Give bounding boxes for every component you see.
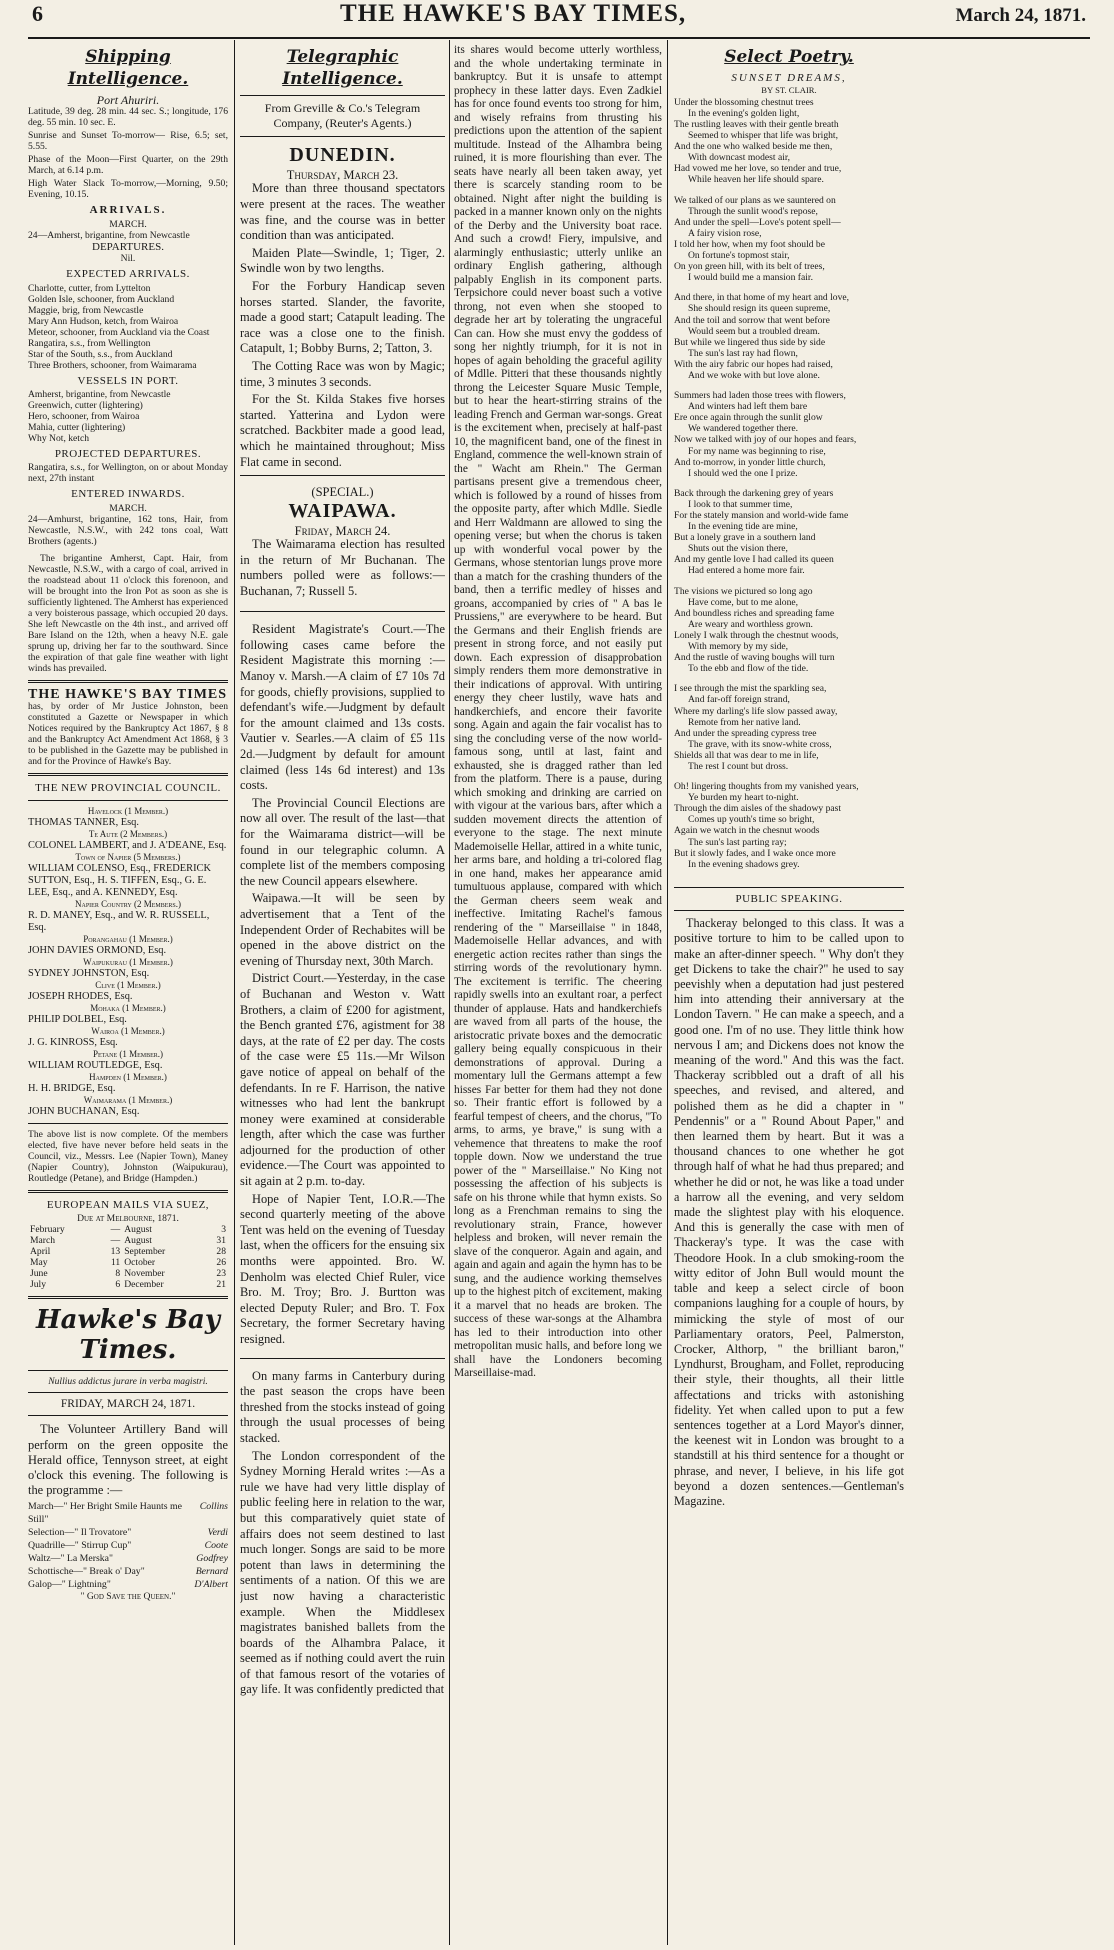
programme-composer: D'Albert xyxy=(194,1579,228,1591)
poem-line: On fortune's topmost stair, xyxy=(688,250,790,262)
vessels-heading: VESSELS IN PORT. xyxy=(77,374,179,387)
alhambra-article: its shares would become utterly worthless, and the whole undertaking terminate in bankruptcy. But it is unsafe to attempt prophecy in these latter days. Even Zadkiel has for once found events too strong for him, and wisely refrains from thrusting his predictions upon the attention of the sapient multitude. Instead of the Alhambra being ruined, it is more flourishing than ever. The seats have nearly all been taken away, yet there is scarcely standing room to be obtained. Night after night the building is packed in a manner known only on the nights of the Derby and the University boat race. And such a crowd! Fiery, impulsive, and alarmingly enthusiastic; utterly unlike an ordinary English gathering, although palpably English in its component parts. Terpsichore could never boast such a votive throng, not even when she stooped to degrade her art by tolerating the ungraceful Can can. How she must envy the goddess of song her nightly triumph, for it is not in hopes of again beholding the graceful agility of Mdlle. Pitteri that these thousands nightly throng the Leicester Square Music Temple, but to hear the heart-stirring strains of the leading French and German war-songs. Great is the excitement when, precisely at half-past 10, the magnificent band, one of the finest in England, commence the well-known strain of the " Wacht am Rhein." The German partisans present give a tremendous cheer, which is followed by a round of hisses from the opposite party, after which Mdlle. Siedle and Herr Waldmann are allowed to sing the opening verse; but when the chorus is taken up with wonderful vocal power by the Germans, whose stentorian lungs prove more than a match for the crashing thunders of the band, then a terrific medley of hisses and groans, accompanied by cries of " A bas le Prussiens," are everywhere to be heard. But the Germans and their English friends are present in strong force, and not easily put down. Each expression of disapprobation simply renders them more demonstrative in their indications of approval. With untiring energy they cheer lustily, wave hats and handkerchiefs, and encore their favorite song. Again and again the fair vocalist has to sing the concluding verse of the now world-famous song, until at last, faint and exhausted, she is dragged rather than led from the platform. There is a pause, during which smoking and drinking are carried on with vigour at the various bars, after which a sudden movement directs the attention of everyone to the stage. The next minute Mademoiselle Hellar, attired in a white tunic, her arms bare, and holding a tri-colored flag in one hand, makes her appearance amid tumultuous applause, compared with which the German cheers seem weak and ineffective. Imitating Rachel's famous rendering of the " Marseillaise " in 1848, Mademoiselle Hellar advances, and with energetic action recites rather than sings the stirring words of the revolutionary hymn. The excitement is terrific. The cheering rapidly swells into an exultant roar, a perfect thunder of applause. Hats and handkerchiefs are waved from all parts of the house, the aristocratic private boxes and the democratic gallery being equally conspicuous in their demonstrations of approval. During a momentary lull the Germans attempt a few hisses Far better for them had they not done so. Their frantic effort is followed by a fearful tempest of cheers, and the chorus, "To arms, to arms, ye brave," is sung with a vehemence that threatens to make the roof topple down. Now we understand the true power of the " Marseillaise." No King not possessing the affection of his subjects is safe on his throne while that hymn exists. So long as a Frenchman remains to sing the revolutionary strain, France, however helpless and broken, will never remain the slave of the conqueror. Again and again, and again and again and again the hymn has to be sung, and the audience working themselves up to the highest pitch of excitement, making it a marvel that no heads are broken. The success of these war-songs at the Alhambra has led to their introduction into other metropolitan music halls, and before long we shall have the Londoners becoming Marseillaise-mad. xyxy=(454,44,662,1379)
waipawa-heading: WAIPAWA. xyxy=(288,499,397,522)
dunedin-paragraph: For the Forbury Handicap seven horses started. Slander, the favorite, made a good start; Catapult leading. The race was a close one to the finish. Catapult, 1; Bobby Burns, 2; Tatton, 3. xyxy=(240,278,445,356)
poem-line: Through the sunlit wood's repose, xyxy=(688,205,818,217)
council-members: J. G. KINROSS, Esq. xyxy=(28,1036,118,1048)
dunedin-paragraph: For the St. Kilda Stakes five horses started. Yatterina and Lydon were scratched. Backbiter made a good lead, which he maintained throughout; Miss Flat came in second. xyxy=(240,392,445,469)
moon-phase: Phase of the Moon—First Quarter, on the 29th March, at 6.14 p.m. xyxy=(28,154,228,177)
council-members: JOHN BUCHANAN, Esq. xyxy=(28,1105,140,1117)
entered-text: 24—Amhurst, brigantine, 162 tons, Hair, from Newcastle, N.S.W., with 242 tons coal, Watt Brothers (agents.) xyxy=(28,513,228,547)
table-row xyxy=(28,1235,228,1246)
poem-line: We talked of our plans as we sauntered on xyxy=(674,194,836,206)
list-item: Amherst, brigantine, from Newcastle xyxy=(28,389,171,401)
poem-line: The rustling leaves with their gentle breath xyxy=(674,119,839,130)
band-paragraph: The Volunteer Artillery Band will perform on the green opposite the Herald office, Tennyson street, at eight o'clock this evening. The following is the programme :— xyxy=(28,1422,228,1498)
poem-line: The sun's last ray had flown, xyxy=(688,347,798,359)
programme-item xyxy=(28,1539,228,1552)
council-district: Clive (1 Member.) xyxy=(95,979,161,990)
poem-line: For the stately mansion and world-wide fame xyxy=(674,510,849,521)
column-3 xyxy=(454,44,662,1944)
speaking-heading: PUBLIC SPEAKING. xyxy=(735,892,843,905)
poem-line: Where my darling's life slow passed away, xyxy=(674,705,838,717)
list-item: Charlotte, cutter, from Lyttelton xyxy=(28,282,151,294)
list-item: Maggie, brig, from Newcastle xyxy=(28,304,144,316)
poem-line: Had vowed me her love, so tender and true, xyxy=(674,163,842,175)
divider xyxy=(28,1123,228,1124)
programme-item xyxy=(28,1552,228,1565)
canterbury-farms: On many farms in Canterbury during the past season the crops have been threshed from the stocks instead of going through the usual processes of being stacked. xyxy=(240,1368,445,1445)
newspaper-title: THE HAWKE'S BAY TIMES, xyxy=(340,0,687,27)
council-district: Wairoa (1 Member.) xyxy=(91,1025,165,1036)
list-item: Nil. xyxy=(120,253,136,265)
divider xyxy=(28,773,228,776)
expected-heading: EXPECTED ARRIVALS. xyxy=(66,268,190,281)
mail-day: 11 xyxy=(110,1257,121,1269)
table-row xyxy=(28,1279,228,1290)
dunedin-paragraph: More than three thousand spectators were present at the races. The weather was fine, and the course was in better condition than was anticipated. xyxy=(240,181,445,243)
poem-title: SUNSET DREAMS, xyxy=(731,72,847,84)
mail-month: August xyxy=(124,1224,152,1236)
divider xyxy=(240,136,445,137)
council-district: Te Aute (2 Members.) xyxy=(88,828,168,839)
latlon: Latitude, 39 deg. 28 min. 44 sec. S.; longitude, 176 deg. 55 min. 10 sec. E. xyxy=(28,106,228,129)
poem-line: We wandered together there. xyxy=(688,423,799,435)
mail-month: July xyxy=(30,1279,46,1291)
local-paragraph: District Court.—Yesterday, in the case of Buchanan and Weston v. Watt Brothers, a claim of £200 for agistment, the Bench granted £76, agistment for 38 days, at the rate of £2 per day. The costs of the case were £5 11s.—Mr Wilson gave notice of appeal on behalf of the defendants. In re F. Harrison, the native witnesses who had lent the bankrupt money were examined at considerable length, after which the case was further adjourned for the production of other evidence.—The Court was appointed to sit again at 2 p.m. to-day. xyxy=(240,971,445,1189)
mail-month: May xyxy=(30,1257,48,1269)
poem-line: And the rustle of waving boughs will turn xyxy=(674,652,835,664)
council-members: R. D. MANEY, Esq., and W. R. RUSSELL, Esq. xyxy=(28,909,210,933)
mail-month: October xyxy=(124,1257,156,1269)
divider xyxy=(240,475,445,476)
list-item: Mary Ann Hudson, ketch, from Wairoa xyxy=(28,315,179,327)
poem-line: Oh! lingering thoughts from my vanished years, xyxy=(674,781,859,793)
anthem: " God Save the Queen." xyxy=(80,1591,176,1603)
divider xyxy=(28,1415,228,1416)
list-item: Golden Isle, schooner, from Auckland xyxy=(28,293,175,305)
poem-line: And my gentle love I had called its queen xyxy=(674,554,834,566)
list-item: Greenwich, cutter (lightering) xyxy=(28,400,143,412)
poem-line: And far-off foreign strand, xyxy=(688,694,790,706)
poem-line: Would seem but a troubled dream. xyxy=(688,325,820,337)
poem-line: Remote from her native land. xyxy=(688,716,801,728)
arrivals-month: MARCH. xyxy=(109,218,147,230)
poem-line: While heaven her life should spare. xyxy=(688,174,824,186)
editorial-date: FRIDAY, MARCH 24, 1871. xyxy=(60,1398,196,1411)
programme-piece: Galop—" Lightning" xyxy=(28,1579,111,1591)
programme-piece: Selection—" Il Trovatore" xyxy=(28,1527,132,1539)
council-members: WILLIAM COLENSO, Esq., FREDERICK SUTTON, Esq., H. S. TIFFEN, Esq., G. E. LEE, Esq., and A. KENNEDY, Esq. xyxy=(28,862,211,898)
dunedin-paragraph: The Cotting Race was won by Magic; time, 3 minutes 3 seconds. xyxy=(240,358,445,389)
council-list xyxy=(28,806,228,1118)
poem-line: I would build me a mansion fair. xyxy=(688,272,813,284)
poem-line: And boundless riches and spreading fame xyxy=(674,607,835,619)
poem-line: Have come, but to me alone, xyxy=(688,596,799,608)
council-members: H. H. BRIDGE, Esq. xyxy=(28,1082,116,1094)
poem-line: Are weary and worthless grown. xyxy=(688,618,813,630)
poem-line: The grave, with its snow-white cross, xyxy=(688,738,832,750)
local-news xyxy=(240,622,445,1347)
gazette-title: THE HAWKE'S BAY TIMES xyxy=(28,686,228,702)
mail-day: 23 xyxy=(216,1268,226,1280)
council-district: Porangahau (1 Member.) xyxy=(83,933,173,944)
poem-line: With memory by my side, xyxy=(688,641,789,653)
vessels-list xyxy=(28,389,228,444)
poem-line: But while we lingered thus side by side xyxy=(674,336,826,348)
column-divider xyxy=(667,40,668,1945)
waipawa-report: The Waimarama election has resulted in the return of Mr Buchanan. The numbers polled were as follows:—Buchanan, 7; Russell 5. xyxy=(240,536,445,598)
programme-composer: Collins xyxy=(199,1501,228,1513)
council-members: COLONEL LAMBERT, and J. A'DEANE, Esq. xyxy=(28,839,227,851)
departures-list xyxy=(28,253,228,264)
mail-day: 28 xyxy=(216,1246,226,1258)
poem-line: The rest I count but dross. xyxy=(688,760,789,772)
council-district: Havelock (1 Member.) xyxy=(87,805,169,816)
divider xyxy=(28,1392,228,1393)
column-4 xyxy=(674,44,1090,1944)
programme-item xyxy=(28,1565,228,1578)
list-item: Hero, schooner, from Wairoa xyxy=(28,411,140,423)
poem-line: And we woke with but love alone. xyxy=(688,369,820,381)
gazette-notice xyxy=(28,686,228,768)
mail-day: 26 xyxy=(216,1257,226,1269)
mail-day: 6 xyxy=(115,1279,121,1291)
mail-month: June xyxy=(30,1268,48,1280)
divider xyxy=(28,800,228,801)
departures-heading: DEPARTURES. xyxy=(92,240,164,253)
dunedin-paragraph: Maiden Plate—Swindle, 1; Tiger, 2. Swindle won by two lengths. xyxy=(240,245,445,276)
poem-line: Seemed to whisper that life was bright, xyxy=(688,130,839,142)
entered-month: MARCH. xyxy=(109,502,147,514)
poem-line: Ye burden my heart to-night. xyxy=(688,792,799,804)
local-paragraph: Resident Magistrate's Court.—The following cases came before the Resident Magistrate this morning :—Manoy v. Marsh.—A claim of £7 10s 7d for goods, chiefly provisions, supplied to defendant's wife.—Judgment by default for the amount claimed and 13s costs. Vautier v. Searles.—A claim of £5 11s 2d.—Judgment by default for amount claimed (less 14s 6d interest) and 13s costs. xyxy=(240,622,445,793)
programme-item xyxy=(28,1500,228,1526)
programme-composer: Bernard xyxy=(195,1566,228,1578)
table-row xyxy=(28,1257,228,1268)
poem-line: Through the dim aisles of the shadowy past xyxy=(674,803,842,815)
projected-heading: PROJECTED DEPARTURES. xyxy=(54,448,202,461)
council-members: WILLIAM ROUTLEDGE, Esq. xyxy=(28,1059,163,1071)
poem-line: Comes up youth's time so bright, xyxy=(688,814,815,826)
programme-composer: Verdi xyxy=(207,1527,228,1539)
council-heading: THE NEW PROVINCIAL COUNCIL. xyxy=(35,782,221,795)
mail-day: 31 xyxy=(216,1235,226,1247)
council-members: PHILIP DOLBEL, Esq. xyxy=(28,1013,127,1025)
stanza-gap xyxy=(674,577,904,586)
mail-month: March xyxy=(30,1235,56,1247)
telegraph-source: From Greville & Co.'s Telegram Company, (Reuter's Agents.) xyxy=(264,101,421,130)
council-members: SYDNEY JOHNSTON, Esq. xyxy=(28,967,150,979)
band-programme xyxy=(28,1500,228,1591)
poem-line: And winters had left them bare xyxy=(688,401,808,413)
poem-line: With the airy fabric our hopes had raised, xyxy=(674,358,833,370)
programme-composer: Coote xyxy=(204,1540,228,1552)
list-item: Star of the South, s.s., from Auckland xyxy=(28,348,173,360)
programme-item xyxy=(28,1578,228,1591)
council-district: Waimarama (1 Member.) xyxy=(83,1094,173,1105)
poem-line: She should resign its queen supreme, xyxy=(688,303,831,315)
poem-line: And under the spreading cypress tree xyxy=(674,727,817,739)
mail-day: — xyxy=(110,1235,121,1247)
stanza-gap xyxy=(674,870,904,879)
table-row xyxy=(28,1268,228,1279)
dunedin-heading: DUNEDIN. xyxy=(289,144,396,166)
poem-line: Again we watch in the chesnut woods xyxy=(674,825,820,837)
poem-author: BY ST. CLAIR. xyxy=(761,85,817,96)
mail-month: December xyxy=(124,1279,164,1291)
mails-subheading: Due at Melbourne, 1871. xyxy=(77,1213,179,1225)
waipawa-date: Friday, March 24. xyxy=(294,523,391,538)
poem-line: In the evening shadows grey. xyxy=(688,858,800,870)
masthead-rule xyxy=(28,37,1090,39)
poem-line: Shuts out the vision there, xyxy=(688,543,788,555)
column-divider xyxy=(449,40,450,1945)
poem-line: Summers had laden those trees with flowers, xyxy=(674,390,846,402)
programme-composer: Godfrey xyxy=(196,1553,228,1565)
poem-line: The sun's last parting ray; xyxy=(688,836,787,848)
table-row xyxy=(28,1246,228,1257)
telegraph-heading: Telegraphic Intelligence. xyxy=(282,47,403,89)
poem-line: In the evening's golden light, xyxy=(688,107,800,119)
local-paragraph: Waipawa.—It will be seen by advertisement that a Tent of the Independent Order of Rechabites will be opened in the above district on the evening of Thursday next, 30th March. xyxy=(240,891,445,968)
masthead xyxy=(30,0,1090,34)
poem-line: And the one who walked beside me then, xyxy=(674,141,833,153)
poem-line: In the evening tide are mine, xyxy=(688,521,798,533)
poem-line: And the toil and sorrow that went before xyxy=(674,314,830,326)
poem-line: I look to that summer time, xyxy=(688,498,793,510)
stanza-gap xyxy=(674,186,904,195)
local-paragraph: The Provincial Council Elections are now all over. The result of the last—that for the Waimarama district—will be found in our telegraphic column. A complete list of the members composing the new Council appears elsewhere. xyxy=(240,795,445,888)
programme-piece: Quadrille—" Stirrup Cup" xyxy=(28,1540,132,1552)
mail-day: 13 xyxy=(110,1246,121,1258)
divider xyxy=(240,1358,445,1359)
list-item: Three Brothers, schooner, from Waimarama xyxy=(28,359,197,371)
poem-line: I should wed the one I prize. xyxy=(688,467,798,479)
poem-line: Shields all that was dear to me in life, xyxy=(674,749,819,761)
sunrise: Sunrise and Sunset To-morrow— Rise, 6.5; set, 5.55. xyxy=(28,130,228,153)
amherst-paragraph: The brigantine Amherst, Capt. Hair, from Newcastle, N.S.W., with a cargo of coal, arrived in the roadstead about 11 o'clock this forenoon, and will be brought into the Iron Pot as soon as she is sufficiently lightened. The Amherst has experienced a very boisterous passage, which occupied 20 days. She left Newcastle on the 4th inst., and arrived off Bare Island on the 12th, when a heavy N.E. gale sprung up, driving her far to the southward. Since the expiration of that gale fine weather with light winds has prevailed. xyxy=(28,552,228,674)
issue-date: March 24, 1871. xyxy=(955,5,1086,26)
arrivals-list xyxy=(28,230,228,241)
stanza-gap xyxy=(674,479,904,488)
arrivals-heading: ARRIVALS. xyxy=(89,204,167,217)
london-correspondent: The London correspondent of the Sydney Morning Herald writes :—As a rule we have had very little display of public feeling here in relation to the war, but this comparatively quiet state of affairs does not seem destined to last much longer. Songs are said to be more potent than laws in determining the sentiments of a nation. Of this we are just now having a characteristic example. When the Middlesex magistrates banished ballets from the boards of the Alhambra Palace, it seemed as if nothing could avert the ruin of that famous resort of the votaries of gay life. It was confidently predicted that xyxy=(240,1448,445,1697)
gazette-text: has, by order of Mr Justice Johnston, been constituted a Gazette or Newspaper in which Notices required by the Bankruptcy Act 1867, § 8 and the Bankruptcy Act Amendment Act 1868, § 3 to be published in the Gazette may be published in and for the Province of Hawke's Bay. xyxy=(28,701,228,768)
poem-line: And to-morrow, in yonder little church, xyxy=(674,456,826,468)
council-district: Hampden (1 Member.) xyxy=(89,1071,167,1082)
council-district: Napier Country (2 Members.) xyxy=(74,898,181,909)
mail-day: 21 xyxy=(216,1279,226,1291)
poem-line: A fairy vision rose, xyxy=(688,227,762,239)
poem-line: On yon green hill, with its belt of trees, xyxy=(674,261,825,273)
divider xyxy=(28,1370,228,1371)
divider xyxy=(674,910,904,911)
poem-line: But a lonely grave in a southern land xyxy=(674,532,816,544)
council-note: The above list is now complete. Of the members elected, five have never before held seats in the Council, viz., Messrs. Lee (Napier Town), Maney (Napier Country), Johnston (Waipukurau), Routledge (Petane), and Bridge (Hampden.) xyxy=(28,1128,228,1184)
council-district: Waipukurau (1 Member.) xyxy=(83,956,173,967)
programme-piece: March—" Her Bright Smile Haunts me Still" xyxy=(28,1501,182,1526)
special-label: (SPECIAL.) xyxy=(311,485,374,500)
poem-body xyxy=(674,97,904,879)
poem-line: With downcast modest air, xyxy=(688,152,791,164)
programme-piece: Waltz—" La Merska" xyxy=(28,1553,114,1565)
stanza-gap xyxy=(674,381,904,390)
shipping-heading: Shipping Intelligence. xyxy=(67,47,189,89)
page-number: 6 xyxy=(32,1,43,26)
paper-motto: Nullius addictus jurare in verba magistri. xyxy=(48,1376,208,1388)
list-item: Meteor, schooner, from Auckland via the Coast xyxy=(28,326,210,338)
poem-line: And under the spell—Love's potent spell— xyxy=(674,216,841,228)
council-district: Town of Napier (5 Members.) xyxy=(75,851,181,862)
council-members: JOSEPH RHODES, Esq. xyxy=(28,990,133,1002)
poem-line: But it slowly fades, and I wake once more xyxy=(674,847,836,859)
poem-line: Ere once again through the sunlit glow xyxy=(674,412,823,424)
table-row xyxy=(28,1224,228,1235)
port-name: Port Ahuriri. xyxy=(96,93,160,107)
council-district: Petane (1 Member.) xyxy=(92,1048,164,1059)
poem-line: I see through the mist the sparkling sea, xyxy=(674,683,827,695)
expected-list xyxy=(28,283,228,371)
mail-day: 3 xyxy=(221,1224,226,1236)
poetry-heading: Select Poetry. xyxy=(724,47,854,67)
divider xyxy=(28,680,228,683)
local-paragraph: Hope of Napier Tent, I.O.R.—The second quarterly meeting of the above Tent was held on the evening of Tuesday last, when the officers for the ensuing six months were appointed. Bro. W. Denholm was elected Chief Ruler, vice Bro. M. Troy; Bro. J. Burtton was elected Deputy Ruler; and Bro. T. Fox Secretary, the former Secretary having resigned. xyxy=(240,1191,445,1346)
stanza-gap xyxy=(674,674,904,683)
list-item: Rangatira, s.s., from Wellington xyxy=(28,337,151,349)
programme-piece: Schottische—" Break o' Day" xyxy=(28,1566,145,1578)
mail-day: — xyxy=(110,1224,121,1236)
council-district: Mohaka (1 Member.) xyxy=(90,1002,166,1013)
mails-table xyxy=(28,1224,228,1290)
programme-item xyxy=(28,1526,228,1539)
list-item: Mahia, cutter (lightering) xyxy=(28,422,126,434)
poem-line: For my name was beginning to rise, xyxy=(688,445,826,457)
divider xyxy=(28,1190,228,1193)
poem-line: And there, in that home of my heart and love, xyxy=(674,292,850,304)
divider xyxy=(674,887,904,888)
poem-line: Lonely I walk through the chestnut woods, xyxy=(674,629,839,641)
projected-text: Rangatira, s.s., for Wellington, on or about Monday next, 27th instant xyxy=(28,462,228,485)
poem-line: Now we talked with joy of our hopes and fears, xyxy=(674,434,857,446)
divider xyxy=(240,95,445,96)
high-water: High Water Slack To-morrow,—Morning, 9.50; Evening, 10.15. xyxy=(28,178,228,201)
mail-day: 8 xyxy=(115,1268,121,1280)
divider xyxy=(28,1296,228,1299)
council-members: THOMAS TANNER, Esq. xyxy=(28,816,139,828)
column-2 xyxy=(240,44,445,1944)
stanza-gap xyxy=(674,283,904,292)
mail-month: September xyxy=(124,1246,166,1258)
poem-line: The visions we pictured so long ago xyxy=(674,585,813,597)
mail-month: November xyxy=(124,1268,165,1280)
mails-heading: EUROPEAN MAILS VIA SUEZ, xyxy=(46,1198,210,1211)
dunedin-report xyxy=(240,181,445,470)
divider xyxy=(240,611,445,612)
poem-line: Had entered a home more fair. xyxy=(688,565,805,577)
entered-heading: ENTERED INWARDS. xyxy=(71,488,185,501)
council-members: JOHN DAVIES ORMOND, Esq. xyxy=(28,944,167,956)
list-item: 24—Amherst, brigantine, from Newcastle xyxy=(28,229,190,241)
speaking-article: Thackeray belonged to this class. It was a positive torture to him to be called upon to make an after-dinner speech. " Why don't they get Dickens to take the chair?" he used to say peevishly when a deputation had just pestered him into attending their anniversary at the London Tavern. " He can make a speech, and a good one. I'm of no use. They little think how nervous I am; and Dickens does not know the meaning of the word." And this was the fact. Thackeray scribbled out a draft of all his speeches, and revised, and altered, and polished them as he did a chapter in " Pendennis" or a " Round About Paper," and then learned them by heart. But it was a thousand chances to one whether he got through half of what he had thus prepared; and whether he did or not, he was like a toad under a harrow all the evening, and very seldom made the slightest play with his eloquence. And this is generally the case with men of Thackeray's type. It was the case with Theodore Hook. In a club smoking-room the witty editor of John Bull would mount the table and keep a select circle of boon companions laughing for a couple of hours, by mimicking the style of most of our Parliamentary orators, Peel, Palmerston, Crocker, Althorp, " the brilliant baron," Lyndhurst, Brougham, and Follet, reproducing their style, their thoughts, all their little affectations and tricks with astonishing fidelity. Yet when called upon to put a few sentences together at a Lord Mayor's dinner, the keenest wit in London was brought to a standstill at his third sentence for a thought or phrase, and never, I believe, in his life got beyond a dozen sentences.—Gentleman's Magazine. xyxy=(674,916,904,1508)
column-divider xyxy=(234,40,235,1945)
paper-nameplate: Hawke's Bay Times. xyxy=(36,1305,220,1366)
poem-line: I told her how, when my foot should be xyxy=(674,238,825,250)
poem-line: Back through the darkening grey of years xyxy=(674,487,834,499)
dunedin-date: Thursday, March 23. xyxy=(286,168,399,182)
poem-line: To the ebb and flow of the tide. xyxy=(688,663,809,675)
mail-month: February xyxy=(30,1224,65,1236)
list-item: Why Not, ketch xyxy=(28,433,90,445)
stanza-gap xyxy=(674,772,904,781)
column-1 xyxy=(28,44,228,1944)
mail-month: August xyxy=(124,1235,152,1247)
mail-month: April xyxy=(30,1246,51,1258)
poem-line: Under the blossoming chestnut trees xyxy=(674,96,814,108)
